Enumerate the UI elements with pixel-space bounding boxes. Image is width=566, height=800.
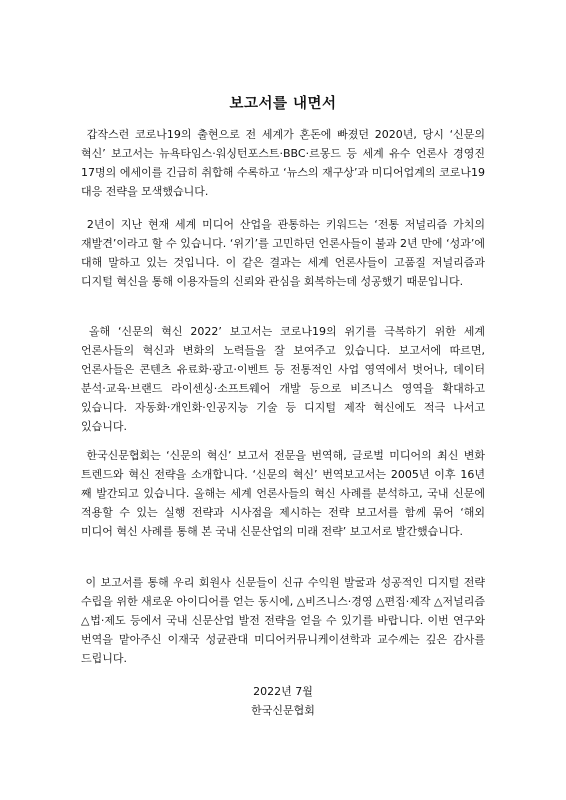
- paragraph-1: [81, 125, 485, 201]
- paragraph-4: [81, 446, 485, 541]
- signature-organization: 한국신문협회: [251, 704, 315, 717]
- paragraph-3: [81, 322, 485, 436]
- signature-date: 2022년 7월: [253, 685, 313, 698]
- paragraph-text: 한국신문협회는 ‘신문의 혁신’ 보고서 전문을 번역해, 글로벌 미디어의 최신 변화 트렌드와 혁신 전략을 소개합니다. ‘신문의 혁신’ 번역보고서는 2005년 이후 16년 째 발간되고 있습니다. 올해는 세계 언론사들의 혁신 사례를 분석하고, 국내 신문에 적용할 수 있는 실행 전략과 시사점을 제시하는 전략 보고서를 함께 묶어 ‘해외 미디어 혁신 사례를 통해 본 국내 신문산업의 미래 전략’ 보고서로 발간했습니다.: [81, 449, 485, 538]
- paragraph-2: [81, 215, 485, 291]
- paragraph-text: 올해 ‘신문의 혁신 2022’ 보고서는 코로나19의 위기를 극복하기 위한 세계 언론사들의 혁신과 변화의 노력들을 잘 보여주고 있습니다. 보고서에 따르면, 언론사들은 콘텐츠 유료화·광고·이벤트 등 전통적인 사업 영역에서 벗어나, 데이터 분석·교육·브랜드 라이센싱·소프트웨어 개발 등으로 비즈니스 영역을 확대하고 있습니다. 자동화·개인화·인공지능 기술 등 디지털 제작 혁신에도 적극 나서고 있습니다.: [81, 325, 485, 433]
- paragraph-5: [81, 573, 485, 668]
- paragraph-text: 2년이 지난 현재 세계 미디어 산업을 관통하는 키워드는 ‘전통 저널리즘 가치의 재발견’이라고 할 수 있습니다. ‘위기’를 고민하던 언론사들이 불과 2년 만에 ‘성과’에 대해 말하고 있는 것입니다. 이 같은 결과는 세계 언론사들이 고품질 저널리즘과 디지털 혁신을 통해 이용자들의 신뢰와 관심을 회복하는데 성공했기 때문입니다.: [81, 218, 485, 288]
- document-title: 보고서를 내면서: [229, 96, 337, 112]
- paragraph-text: 갑작스런 코로나19의 출현으로 전 세계가 혼돈에 빠졌던 2020년, 당시 ‘신문의 혁신’ 보고서는 뉴욕타임스·워싱턴포스트·BBC·르몽드 등 세계 유수 언론사 경영진 17명의 에세이를 긴급히 취합해 수록하고 ‘뉴스의 재구상’과 미디어업계의 코로나19 대응 전략을 모색했습니다.: [81, 128, 485, 198]
- paragraph-text: 이 보고서를 통해 우리 회원사 신문들이 신규 수익원 발굴과 성공적인 디지털 전략 수립을 위한 새로운 아이디어를 얻는 동시에, △비즈니스·경영 △편집·제작 △저널리즘 △법·제도 등에서 국내 신문산업 발전 전략을 얻을 수 있기를 바랍니다. 이번 연구와 번역을 맡아주신 이재국 성균관대 미디어커뮤니케이션학과 교수께는 깊은 감사를 드립니다.: [81, 576, 485, 665]
